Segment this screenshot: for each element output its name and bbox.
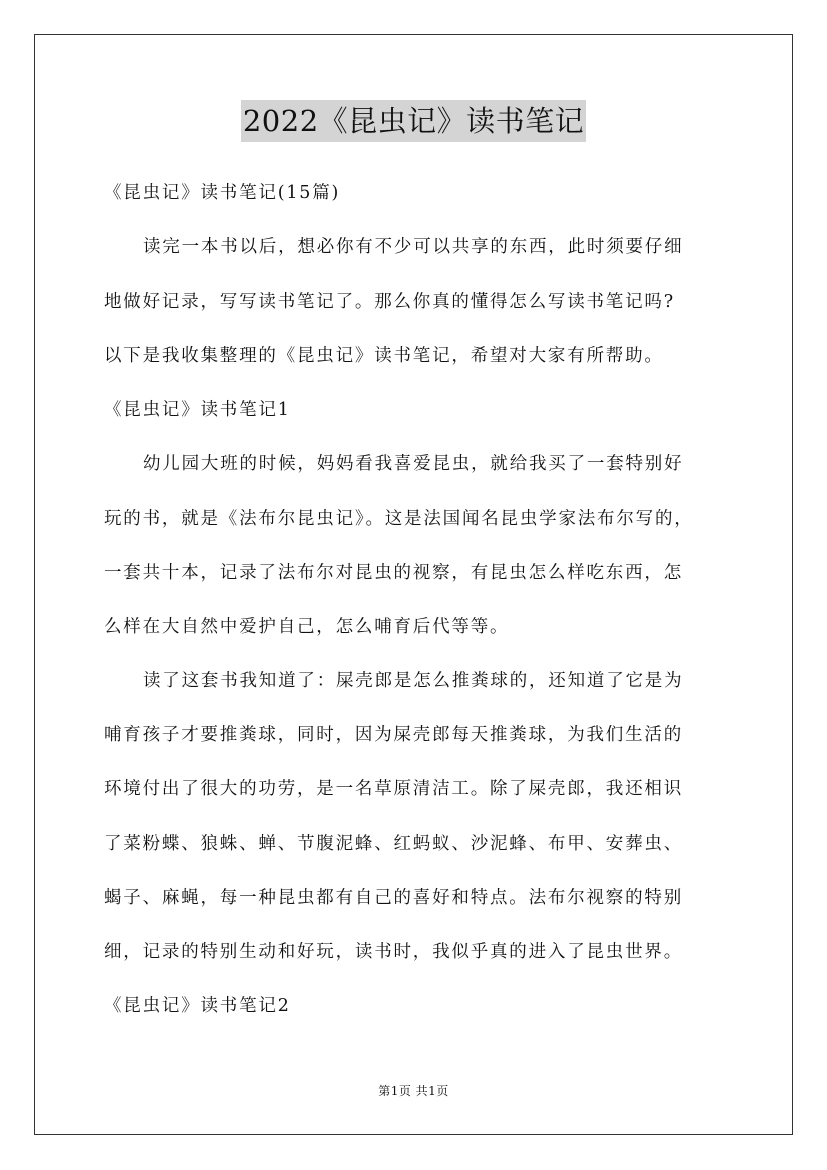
paragraph-line: 读了这套书我知道了：屎壳郎是怎么推粪球的，还知道了它是为 [143, 671, 684, 691]
section-heading: 《昆虫记》读书笔记2 [104, 996, 291, 1016]
page-footer: 第1页 共1页 [378, 1084, 449, 1098]
section-heading: 《昆虫记》读书笔记(15篇) [104, 183, 341, 203]
paragraph-line: 环境付出了很大的功劳，是一名草原清洁工。除了屎壳郎，我还相识 [104, 779, 683, 799]
document-title-text: 2022《昆虫记》读书笔记 [241, 100, 586, 142]
paragraph-line: 哺育孩子才要推粪球，同时，因为屎壳郎每天推粪球，为我们生活的 [104, 725, 683, 745]
paragraph-line: 一套共十本，记录了法布尔对昆虫的视察，有昆虫怎么样吃东西，怎 [104, 563, 683, 583]
paragraph-line: 地做好记录，写写读书笔记了。那么你真的懂得怎么写读书笔记吗? [104, 292, 675, 312]
section-heading: 《昆虫记》读书笔记1 [104, 400, 291, 420]
paragraph-line: 以下是我收集整理的《昆虫记》读书笔记，希望对大家有所帮助。 [104, 346, 664, 366]
paragraph-line: 了菜粉蝶、狼蛛、蝉、节腹泥蜂、红蚂蚁、沙泥蜂、布甲、安葬虫、 [104, 834, 683, 854]
paragraph-line: 读完一本书以后，想必你有不少可以共享的东西，此时须要仔细 [143, 237, 684, 257]
paragraph-line: 玩的书，就是《法布尔昆虫记》。这是法国闻名昆虫学家法布尔写的， [104, 509, 694, 529]
paragraph-line: 细，记录的特别生动和好玩，读书时，我似乎真的进入了昆虫世界。 [104, 942, 683, 962]
document-title [0, 100, 827, 142]
paragraph-line: 么样在大自然中爱护自己，怎么哺育后代等等。 [104, 617, 510, 637]
paragraph-line: 幼儿园大班的时候，妈妈看我喜爱昆虫，就给我买了一套特别好 [143, 454, 684, 474]
paragraph-line: 蝎子、麻蝇，每一种昆虫都有自己的喜好和特点。法布尔视察的特别 [104, 888, 683, 908]
